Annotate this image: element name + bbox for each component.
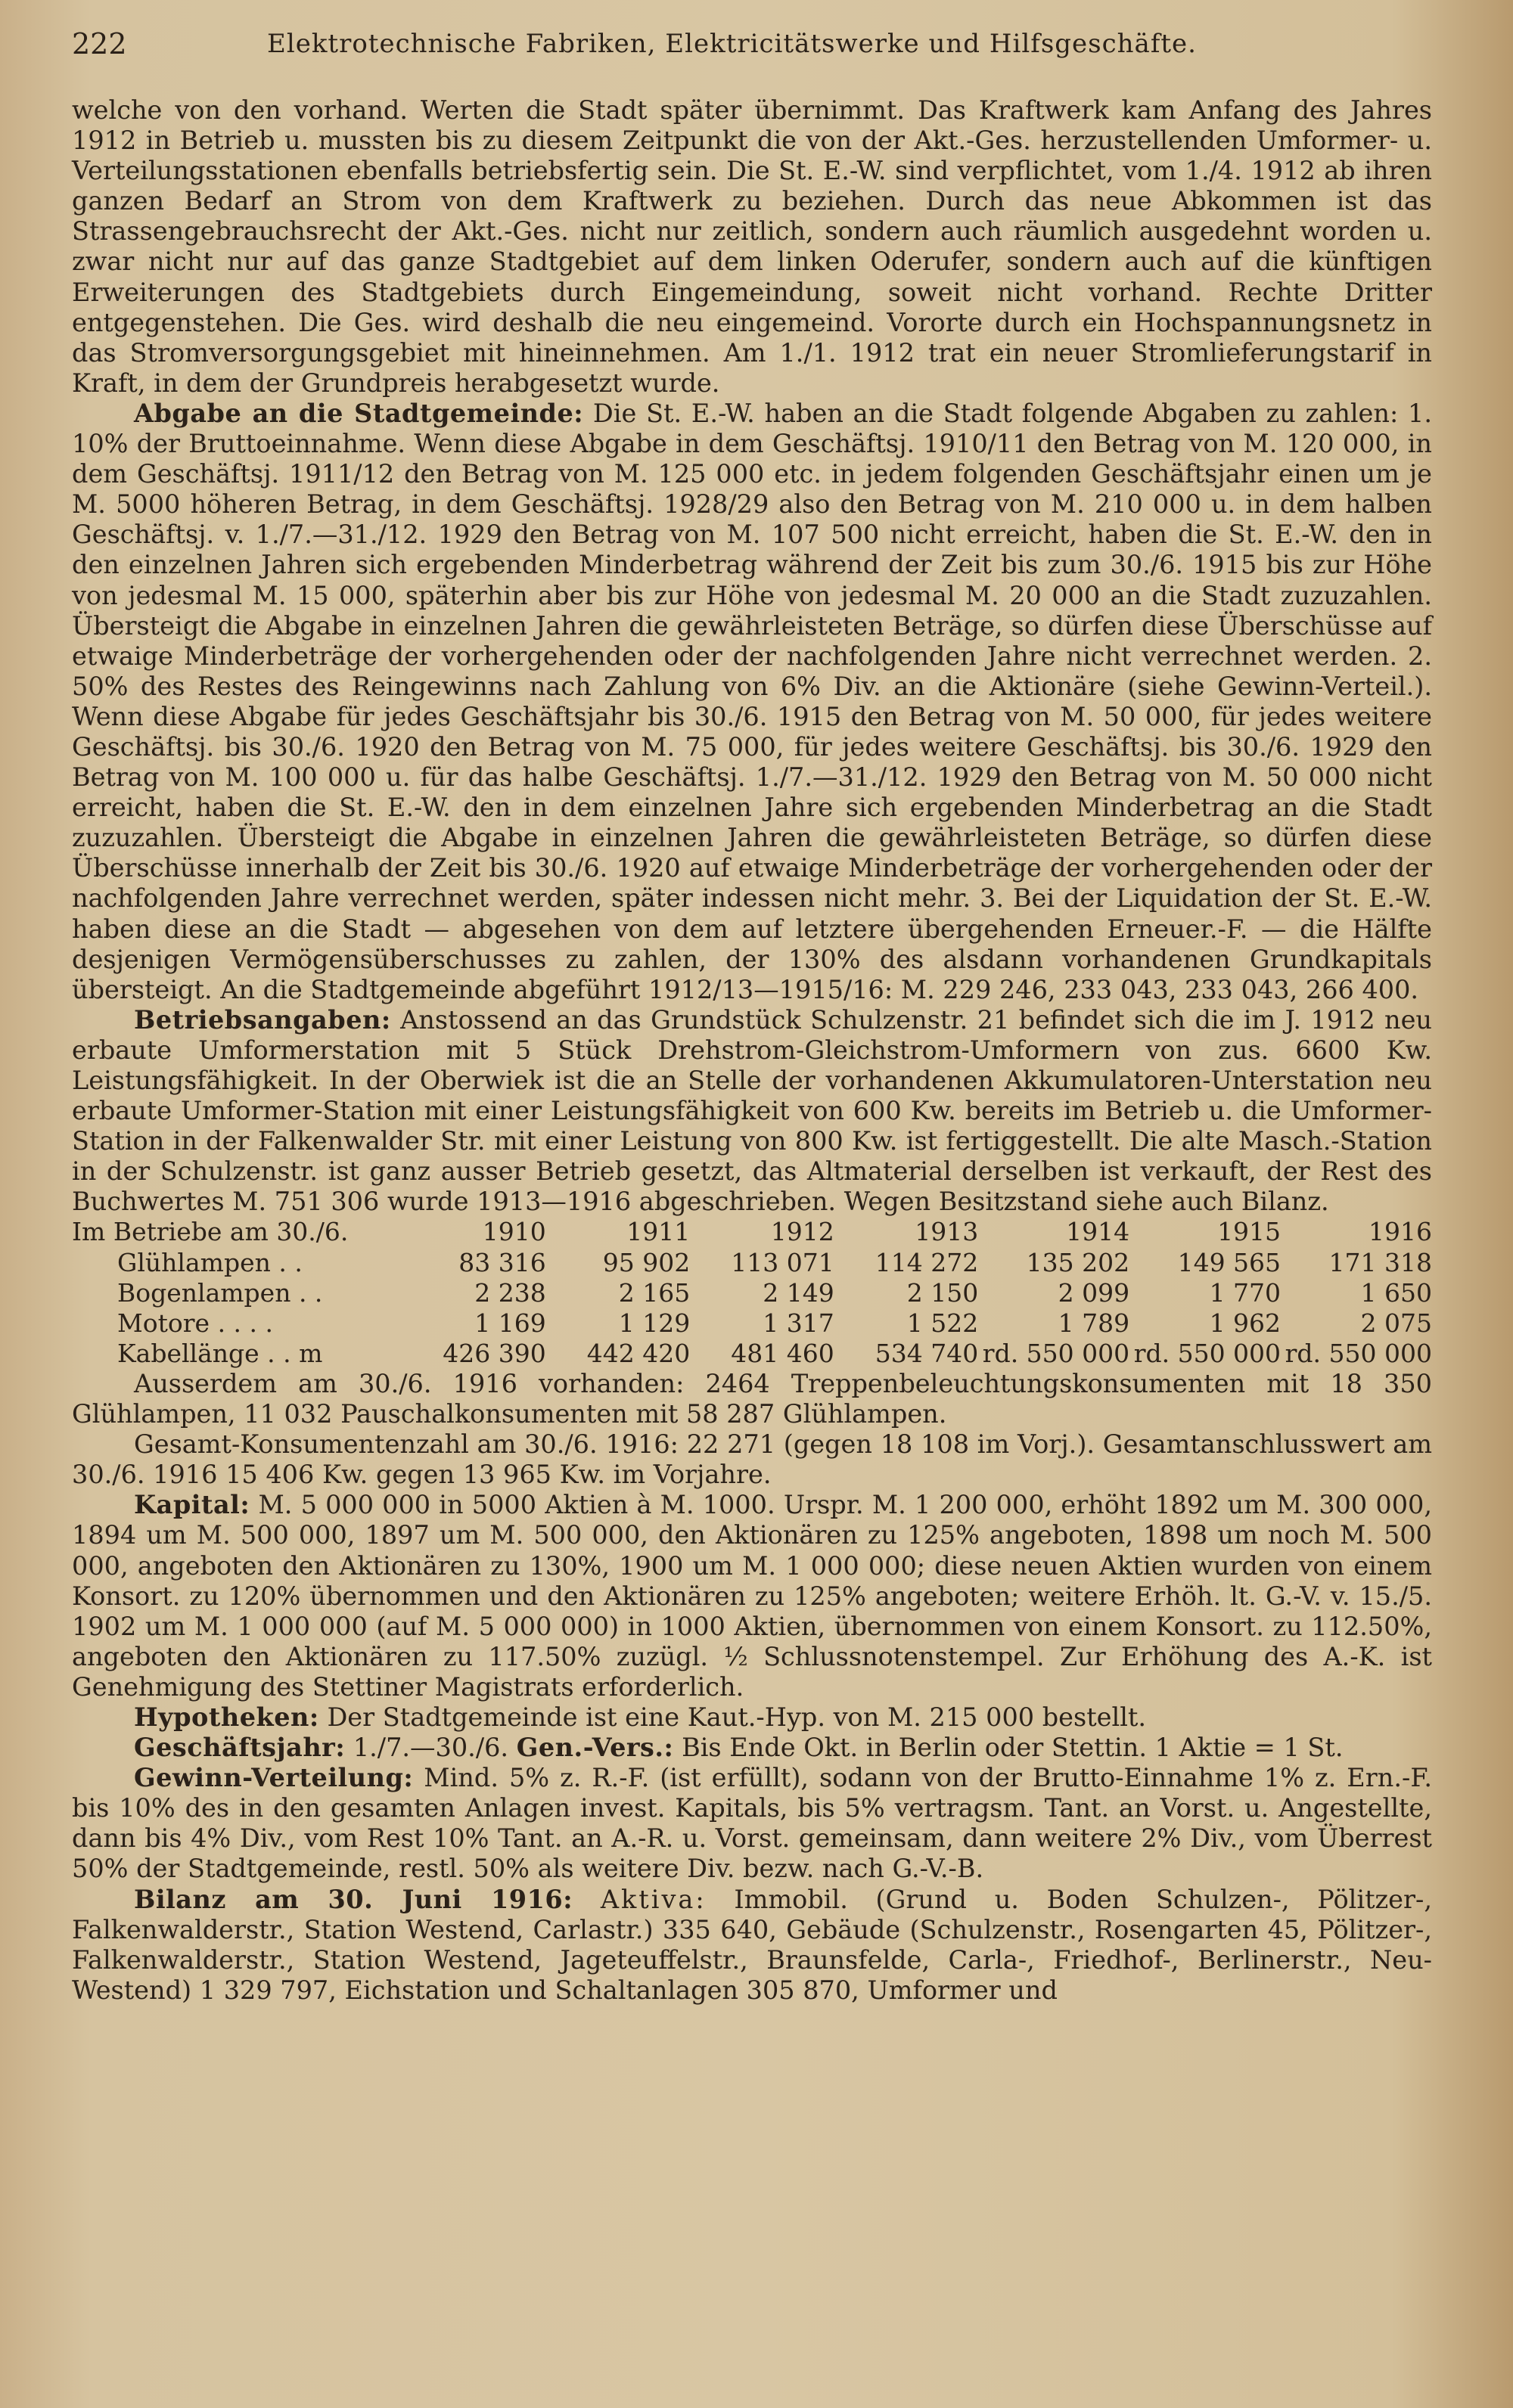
table-cell: 2 099 [1058,1277,1130,1308]
kapital-heading: Kapital: [134,1490,250,1520]
gewinn-heading: Gewinn-Verteilung: [134,1763,414,1793]
year-cell: 1914 [1066,1217,1130,1247]
table-cell: 113 071 [731,1247,834,1277]
row-label: Glühlampen . . [117,1247,303,1277]
geschaeftsjahr-text: 1./7.—30./6. [353,1733,509,1763]
table-row [72,1339,1432,1369]
table-cell: 2 149 [763,1277,834,1308]
ausserdem-paragraph: Ausserdem am 30./6. 1916 vorhanden: 2464 Treppenbeleuchtungskonsumenten mit 18 350 Glühlampen, 11 032 Pauschalkonsumenten mit 58 287 Glühlampen. [72,1368,1432,1429]
betrieb-heading: Betriebsangaben: [134,1004,391,1035]
intro-paragraph: welche von den vorhand. Werten die Stadt später übernimmt. Das Kraftwerk kam Anfang des Jahres 1912 in Betrieb u. mussten bis zu diesem Zeitpunkt die von der Akt.-Ges. herzustellenden Umformer- u. Verteilungsstationen ebenfalls betriebsfertig sein. Die St. E.-W. sind verpflichtet, vom 1./4. 1912 ab ihren ganzen Bedarf an Strom von dem Kraftwerk zu beziehen. Durch das neue Abkommen ist das Strassengebrauchsrecht der Akt.-Ges. nicht nur zeitlich, sondern auch räumlich ausgedehnt worden u. zwar nicht nur auf das ganze Stadtgebiet auf dem linken Oderufer, sondern auch auf die künftigen Erweiterungen des Stadtgebiets durch Eingemeindung, soweit nicht vorhand. Rechte Dritter entgegenstehen. Die Ges. wird deshalb die neu eingemeind. Vororte durch ein Hochspannungsnetz in das Stromversorgungsgebiet mit hineinnehmen. Am 1./1. 1912 trat ein neuer Stromlieferungstarif in Kraft, in dem der Grundpreis herabgesetzt wurde. [72,95,1432,398]
table-cell: 1 522 [906,1308,979,1338]
kapital-paragraph [72,1490,1432,1702]
gewinn-paragraph [72,1763,1432,1884]
gewinn-text: Mind. 5% z. R.-F. (ist erfüllt), sodann von der Brutto-Einnahme 1% z. Ern.-F. bis 10% des in den gesamten Anlagen invest. Kapitals, bis 5% vertragsm. Tant. an Vorst. u. Angestellte, dann bis 4% Div., vom Rest 10% Tant. an A.-R. u. Vorst. gemeinsam, dann weitere 2% Div., vom Überrest 50% der Stadtgemeinde, restl. 50% als weitere Div. bezw. nach G.-V.-B. [72,1763,1432,1884]
stats-head-label: Im Betriebe am 30./6. [72,1217,349,1247]
table-cell: 1 770 [1209,1277,1282,1308]
table-cell: 83 316 [458,1247,546,1277]
table-cell: rd. 550 000 [1133,1338,1282,1368]
hypotheken-heading: Hypotheken: [134,1702,319,1732]
abgabe-heading: Abgabe an die Stadtgemeinde: [134,398,584,428]
gen-vers-text: Bis Ende Okt. in Berlin oder Stettin. 1 Aktie = 1 St. [682,1733,1344,1763]
table-cell: 2 165 [618,1277,691,1308]
year-cell: 1912 [770,1217,834,1247]
geschaeftsjahr-paragraph [72,1733,1432,1763]
table-cell: 149 565 [1177,1247,1282,1277]
hypotheken-paragraph [72,1702,1432,1733]
table-cell: 1 169 [474,1308,546,1338]
row-label: Motore . . . . [117,1308,274,1338]
page-number: 222 [72,27,127,61]
table-cell: 442 420 [586,1338,691,1368]
table-cell: rd. 550 000 [982,1338,1130,1368]
table-cell: 2 238 [474,1277,546,1308]
hypotheken-text: Der Stadtgemeinde ist eine Kaut.-Hyp. von M. 215 000 bestellt. [327,1702,1147,1732]
table-cell: 114 272 [875,1247,979,1277]
table-cell: 171 318 [1328,1247,1432,1277]
gen-vers-heading: Gen.-Vers.: [516,1733,674,1763]
table-cell: 2 150 [906,1277,979,1308]
table-cell: 1 789 [1058,1308,1130,1338]
kapital-text: M. 5 000 000 in 5000 Aktien à M. 1000. Urspr. M. 1 200 000, erhöht 1892 um M. 300 000, 1894 um M. 500 000, 1897 um M. 500 000, den Aktionären zu 125% angeboten, 1898 um noch M. 500 000, angeboten den Aktionären zu 130%, 1900 um M. 1 000 000; diese neuen Aktien wurden von einem Konsort. zu 120% übernommen und den Aktionären zu 125% angeboten; weitere Erhöh. lt. G.-V. v. 15./5. 1902 um M. 1 000 000 (auf M. 5 000 000) in 1000 Aktien, übernommen von einem Konsort. zu 112.50%, angeboten den Aktionären zu 117.50% zuzügl. ½ Schlussnotenstempel. Zur Erhöhung des A.-K. ist Genehmigung des Stettiner Magistrats erforderlich. [72,1490,1432,1702]
betrieb-text: Anstossend an das Grundstück Schulzenstr. 21 befindet sich die im J. 1912 neu erbaute Umformerstation mit 5 Stück Drehstrom-Gleichstrom-Umformern von zus. 6600 Kw. Leistungsfähigkeit. In der Oberwiek ist die an Stelle der vorhandenen Akkumulatoren-Unterstation neu erbaute Umformer-Station mit einer Leistungsfähigkeit von 600 Kw. bereits im Betrieb u. die Umformer-Station in der Falkenwalder Str. mit einer Leistung von 800 Kw. ist fertiggestellt. Die alte Masch.-Station in der Schulzenstr. ist ganz ausser Betrieb gesetzt, das Altmaterial derselben ist verkauft, der Rest des Buchwertes M. 751 306 wurde 1913—1916 abgeschrieben. Wegen Besitzstand siehe auch Bilanz. [72,1004,1432,1217]
table-cell: 1 962 [1209,1308,1282,1338]
bilanz-text: Immobil. (Grund u. Boden Schulzen-, Pölitzer-, Falkenwalderstr., Station Westend, Carlastr.) 335 640, Gebäude (Schulzenstr., Rosengarten 45, Pölitzer-, Falkenwalderstr., Station Westend, Jageteuffelstr., Braunsfelde, Carla-, Friedhof-, Berlinerstr., Neu-Westend) 1 329 797, Eichstation und Schaltanlagen 305 870, Umformer und [72,1884,1432,2005]
table-cell: rd. 550 000 [1285,1338,1432,1368]
aktiva-label: Aktiva: [600,1884,707,1914]
year-cell: 1913 [915,1217,979,1247]
year-cell: 1911 [626,1217,691,1247]
abgabe-text: Die St. E.-W. haben an die Stadt folgende Abgaben zu zahlen: 1. 10% der Bruttoeinnahme. Wenn diese Abgabe in dem Geschäftsj. 1910/11 den Betrag von M. 120 000, in dem Geschäftsj. 1911/12 den Betrag von M. 125 000 etc. in jedem folgenden Geschäftsjahr einen um je M. 5000 höheren Betrag, in dem Geschäftsj. 1928/29 also den Betrag von M. 210 000 u. in dem halben Geschäftsj. v. 1./7.—31./12. 1929 den Betrag von M. 107 500 nicht erreicht, haben die St. E.-W. den in den einzelnen Jahren sich ergebenden Minderbetrag während der Zeit bis zum 30./6. 1915 bis zur Höhe von jedesmal M. 15 000, späterhin aber bis zur Höhe von jedesmal M. 20 000 an die Stadt zuzuzahlen. Übersteigt die Abgabe in einzelnen Jahren die gewährleisteten Beträge, so dürfen diese Überschüsse auf etwaige Minderbeträge der vorhergehenden oder der nachfolgenden Jahre nicht verrechnet werden. 2. 50% des Restes des Reingewinns nach Zahlung von 6% Div. an die Aktionäre (siehe Gewinn-Verteil.). Wenn diese Abgabe für jedes Geschäftsjahr bis 30./6. 1915 den Betrag von M. 50 000, für jedes weitere Geschäftsj. bis 30./6. 1920 den Betrag von M. 75 000, für jedes weitere Geschäftsj. bis 30./6. 1929 den Betrag von M. 100 000 u. für das halbe Geschäftsj. 1./7.—31./12. 1929 den Betrag von M. 50 000 nicht erreicht, haben die St. E.-W. den in dem einzelnen Jahre sich ergebenden Minderbetrag an die Stadt zuzuzahlen. Übersteigt die Abgabe in einzelnen Jahren die gewährleisteten Beträge, so dürfen diese Überschüsse innerhalb der Zeit bis 30./6. 1920 auf etwaige Minderbeträge der vorhergehenden oder der nachfolgenden Jahre verrechnet werden, später indessen nicht mehr. 3. Bei der Liquidation der St. E.-W. haben diese an die Stadt — abgesehen von dem auf letztere übergehenden Erneuer.-F. — die Hälfte desjenigen Vermögensüberschusses zu zahlen, der 130% des alsdann vorhandenen Grundkapitals übersteigt. An die Stadtgemeinde abgeführt 1912/13—1915/16: M. 229 246, 233 043, 233 043, 266 400. [72,398,1432,1004]
bilanz-heading: Bilanz am 30. Juni 1916: [134,1884,573,1914]
table-cell: 1 317 [763,1308,834,1338]
abgabe-paragraph [72,399,1432,1005]
table-row [72,1308,1432,1339]
row-label: Kabellänge . . m [117,1338,323,1368]
table-row [72,1278,1432,1308]
stats-table [72,1217,1432,1368]
year-cell: 1915 [1217,1217,1282,1247]
stats-header-row [72,1217,1432,1247]
table-row [72,1248,1432,1278]
bilanz-paragraph [72,1885,1432,2006]
table-cell: 2 075 [1360,1308,1432,1338]
table-cell: 426 390 [443,1338,546,1368]
table-cell: 1 129 [618,1308,691,1338]
table-cell: 481 460 [731,1338,834,1368]
year-cell: 1916 [1369,1217,1432,1247]
betrieb-paragraph [72,1005,1432,1218]
running-title: Elektrotechnische Fabriken, Elektricitätswerke und Hilfsgeschäfte. [267,29,1197,59]
year-cell: 1910 [482,1217,546,1247]
page-body [72,95,1432,2006]
row-label: Bogenlampen . . [117,1277,323,1308]
gesamt-paragraph: Gesamt-Konsumentenzahl am 30./6. 1916: 22 271 (gegen 18 108 im Vorj.). Gesamtanschlusswert am 30./6. 1916 15 406 Kw. gegen 13 965 Kw. im Vorjahre. [72,1429,1432,1490]
table-cell: 95 902 [602,1247,691,1277]
table-cell: 1 650 [1360,1277,1432,1308]
table-cell: 135 202 [1026,1247,1130,1277]
geschaeftsjahr-heading: Geschäftsjahr: [134,1733,346,1763]
table-cell: 534 740 [875,1338,979,1368]
